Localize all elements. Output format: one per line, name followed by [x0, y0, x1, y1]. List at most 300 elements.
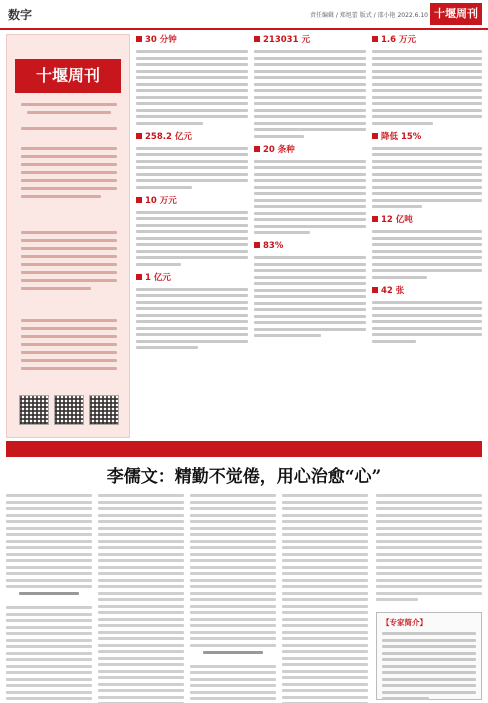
body-text-line [136, 122, 203, 125]
body-text-line [190, 665, 276, 668]
body-text-line [282, 657, 368, 660]
news-item-title[interactable]: 降低 15% [372, 131, 482, 144]
body-text-line [372, 96, 482, 99]
body-text-line [254, 109, 366, 112]
news-item-title[interactable]: 10 万元 [136, 195, 248, 208]
body-text-line [136, 70, 248, 73]
body-text-line [190, 533, 276, 536]
body-text-line [372, 186, 482, 189]
body-text-line [136, 288, 248, 291]
body-text-line [190, 678, 276, 681]
body-text-line [6, 658, 92, 661]
body-text-line [190, 631, 276, 634]
body-text-line [376, 533, 482, 536]
body-text-line [372, 263, 482, 266]
body-text-line [190, 691, 276, 694]
body-text-line [372, 340, 416, 343]
body-text-line [190, 598, 276, 601]
body-text-line [136, 186, 192, 189]
body-text-line [203, 651, 263, 654]
body-text-line [6, 559, 92, 562]
body-text-line [376, 572, 482, 575]
body-text-line [372, 205, 422, 208]
body-text-line [6, 494, 92, 497]
body-text-line [254, 321, 366, 324]
body-text-line [376, 527, 482, 530]
masthead-text-line [21, 171, 117, 174]
qr-code[interactable] [54, 395, 84, 425]
expert-profile-box [376, 612, 482, 700]
body-text-line [136, 115, 248, 118]
article-body-column [98, 494, 184, 700]
body-text-line [372, 269, 482, 272]
body-text-line [98, 689, 184, 692]
body-text-line [6, 697, 92, 700]
body-text-line [136, 230, 248, 233]
body-text-line [190, 637, 276, 640]
body-text-line [372, 256, 482, 259]
body-text-line [372, 115, 482, 118]
body-text-line [372, 199, 482, 202]
body-text-line [254, 328, 366, 331]
news-item-title[interactable]: 30 分钟 [136, 34, 248, 47]
body-text-line [136, 166, 248, 169]
body-text-line [190, 611, 276, 614]
body-text-line [372, 70, 482, 73]
body-text-line [382, 678, 476, 681]
masthead-text-line [21, 187, 117, 190]
body-text-line [254, 166, 366, 169]
body-text-line [372, 76, 482, 79]
body-text-line [282, 520, 368, 523]
body-text-line [6, 652, 92, 655]
body-text-line [282, 696, 368, 699]
article-body-column [376, 494, 482, 606]
body-text-line [98, 618, 184, 621]
body-text-line [136, 217, 248, 220]
body-text-line [136, 314, 248, 317]
body-text-line [6, 671, 92, 674]
news-item-title[interactable]: 213031 元 [254, 34, 366, 47]
body-text-line [6, 540, 92, 543]
news-item-title[interactable]: 83% [254, 240, 366, 253]
body-text-line [190, 559, 276, 562]
masthead-text-line [21, 247, 117, 250]
masthead-text-line [21, 127, 117, 130]
body-text-line [282, 514, 368, 517]
body-text-line [254, 218, 366, 221]
body-text-line [382, 632, 476, 635]
bullet-square-icon [372, 36, 378, 42]
body-text-line [282, 683, 368, 686]
bullet-square-icon [136, 133, 142, 139]
body-text-line [136, 237, 248, 240]
body-text-line [372, 147, 482, 150]
body-text-line [6, 566, 92, 569]
body-text-line [254, 50, 366, 53]
body-text-line [254, 295, 366, 298]
news-item [372, 214, 482, 279]
bullet-square-icon [136, 274, 142, 280]
masthead-text-line [21, 147, 117, 150]
body-text-line [372, 153, 482, 156]
body-text-line [136, 50, 248, 53]
body-text-line [190, 520, 276, 523]
body-text-line [6, 613, 92, 616]
body-text-line [254, 76, 366, 79]
body-text-line [254, 160, 366, 163]
editor-meta: 责任编辑 / 郑旭蕾 版式 / 邵小艳 2022.6.10 [309, 12, 428, 19]
body-text-line [254, 289, 366, 292]
body-text-line [372, 276, 427, 279]
body-text-line [382, 639, 476, 642]
body-text-line [98, 624, 184, 627]
body-text-line [376, 566, 482, 569]
body-text-line [376, 553, 482, 556]
body-text-line [372, 166, 482, 169]
body-text-line [282, 624, 368, 627]
body-text-line [98, 494, 184, 497]
body-text-line [6, 639, 92, 642]
body-text-line [376, 598, 418, 601]
body-text-line [254, 89, 366, 92]
masthead-text-line [21, 195, 101, 198]
body-text-line [190, 592, 276, 595]
body-text-line [6, 626, 92, 629]
body-text-line [6, 691, 92, 694]
body-text-line [382, 697, 429, 700]
body-text-line [376, 559, 482, 562]
masthead-text-line [21, 103, 117, 106]
body-text-line [136, 250, 248, 253]
body-text-line [372, 301, 482, 304]
body-text-line [254, 256, 366, 259]
body-text-line [6, 533, 92, 536]
bullet-square-icon [372, 216, 378, 222]
body-text-line [98, 566, 184, 569]
body-text-line [136, 224, 248, 227]
body-text-line [282, 540, 368, 543]
masthead-text-line [21, 155, 117, 158]
body-text-line [382, 658, 476, 661]
body-text-line [190, 585, 276, 588]
body-text-line [19, 592, 79, 595]
news-item [372, 131, 482, 209]
body-text-line [254, 192, 366, 195]
news-item-title[interactable]: 12 亿吨 [372, 214, 482, 227]
body-text-line [282, 631, 368, 634]
body-text-line [6, 678, 92, 681]
body-text-line [190, 553, 276, 556]
series-banner [6, 441, 482, 457]
body-text-line [136, 96, 248, 99]
body-text-line [136, 89, 248, 92]
body-text-line [190, 624, 276, 627]
masthead-text-line [21, 239, 117, 242]
body-text-line [190, 644, 276, 647]
body-text-line [98, 559, 184, 562]
body-text-line [98, 605, 184, 608]
body-text-line [372, 192, 482, 195]
news-item [136, 272, 248, 350]
body-text-line [282, 644, 368, 647]
body-text-line [254, 302, 366, 305]
body-text-line [98, 527, 184, 530]
news-item-title[interactable]: 258.2 亿元 [136, 131, 248, 144]
body-text-line [136, 63, 248, 66]
body-text-line [376, 546, 482, 549]
body-text-line [372, 179, 482, 182]
masthead-text-line [21, 351, 117, 354]
body-text-line [98, 507, 184, 510]
body-text-line [254, 205, 366, 208]
body-text-line [6, 527, 92, 530]
news-item-title[interactable]: 42 张 [372, 285, 482, 298]
body-text-line [136, 160, 248, 163]
publication-logo: 十堰周刊 [15, 59, 121, 93]
body-text-line [254, 128, 366, 131]
body-text-line [282, 663, 368, 666]
qr-code[interactable] [19, 395, 49, 425]
masthead-text-line [21, 343, 117, 346]
masthead-text-line [21, 367, 117, 370]
body-text-line [98, 592, 184, 595]
news-column [254, 34, 366, 438]
profile-title: 【专家简介】 [382, 618, 427, 627]
masthead-text-line [21, 163, 117, 166]
body-text-line [254, 102, 366, 105]
body-text-line [6, 501, 92, 504]
masthead-text-line [21, 319, 117, 322]
body-text-line [282, 553, 368, 556]
body-text-line [376, 540, 482, 543]
body-text-line [98, 514, 184, 517]
body-text-line [282, 598, 368, 601]
body-text-line [382, 691, 476, 694]
body-text-line [98, 676, 184, 679]
body-text-line [372, 57, 482, 60]
body-text-line [136, 173, 248, 176]
body-text-line [136, 301, 248, 304]
body-text-line [6, 553, 92, 556]
article-subheading [6, 592, 92, 603]
body-text-line [98, 644, 184, 647]
news-item [254, 144, 366, 235]
body-text-line [6, 572, 92, 575]
body-text-line [136, 263, 181, 266]
body-text-line [282, 637, 368, 640]
body-text-line [376, 514, 482, 517]
body-text-line [136, 256, 248, 259]
bullet-square-icon [254, 36, 260, 42]
body-text-line [98, 663, 184, 666]
body-text-line [282, 592, 368, 595]
news-item [136, 195, 248, 266]
masthead-logo: 十堰周刊 [430, 3, 482, 25]
bullet-square-icon [254, 242, 260, 248]
body-text-line [6, 546, 92, 549]
body-text-line [372, 230, 482, 233]
body-text-line [136, 340, 248, 343]
body-text-line [282, 689, 368, 692]
body-text-line [282, 507, 368, 510]
body-text-line [136, 307, 248, 310]
body-text-line [136, 57, 248, 60]
body-text-line [254, 115, 366, 118]
body-text-line [372, 160, 482, 163]
body-text-line [136, 243, 248, 246]
masthead-text-line [27, 111, 111, 114]
body-text-line [382, 671, 476, 674]
body-text-line [98, 670, 184, 673]
body-text-line [376, 592, 482, 595]
body-text-line [98, 611, 184, 614]
body-text-line [372, 173, 482, 176]
body-text-line [376, 494, 482, 497]
body-text-line [98, 540, 184, 543]
body-text-line [254, 263, 366, 266]
body-text-line [254, 231, 310, 234]
body-text-line [254, 334, 321, 337]
masthead-text-line [21, 359, 117, 362]
body-text-line [6, 585, 92, 588]
body-text-line [372, 307, 482, 310]
body-text-line [190, 605, 276, 608]
body-text-line [372, 243, 482, 246]
body-text-line [372, 237, 482, 240]
masthead-text-line [21, 255, 117, 258]
bullet-square-icon [372, 287, 378, 293]
body-text-line [190, 572, 276, 575]
body-text-line [382, 665, 476, 668]
bullet-square-icon [372, 133, 378, 139]
body-text-line [282, 566, 368, 569]
body-text-line [382, 684, 476, 687]
body-text-line [98, 657, 184, 660]
body-text-line [190, 546, 276, 549]
body-text-line [98, 637, 184, 640]
body-text-line [190, 697, 276, 700]
body-text-line [98, 631, 184, 634]
news-item [136, 34, 248, 125]
body-text-line [6, 645, 92, 648]
article-subheading [190, 651, 276, 662]
body-text-line [282, 585, 368, 588]
body-text-line [282, 676, 368, 679]
body-text-line [254, 83, 366, 86]
body-text-line [190, 684, 276, 687]
news-item-title[interactable]: 1.6 万元 [372, 34, 482, 47]
body-text-line [282, 494, 368, 497]
body-text-line [98, 553, 184, 556]
body-text-line [376, 579, 482, 582]
body-text-line [254, 199, 366, 202]
body-text-line [6, 514, 92, 517]
body-text-line [282, 611, 368, 614]
body-text-line [190, 540, 276, 543]
body-text-line [254, 212, 366, 215]
masthead-text-line [21, 271, 117, 274]
body-text-line [376, 520, 482, 523]
body-text-line [282, 546, 368, 549]
masthead-text-line [21, 263, 117, 266]
body-text-line [254, 135, 304, 138]
news-item-title[interactable]: 20 条种 [254, 144, 366, 157]
body-text-line [6, 684, 92, 687]
body-text-line [254, 63, 366, 66]
body-text-line [282, 650, 368, 653]
body-text-line [136, 320, 248, 323]
body-text-line [136, 211, 248, 214]
body-text-line [372, 327, 482, 330]
bullet-square-icon [254, 146, 260, 152]
body-text-line [372, 320, 482, 323]
body-text-line [372, 250, 482, 253]
news-column [372, 34, 482, 438]
body-text-line [254, 276, 366, 279]
article-body-column [282, 494, 368, 700]
body-text-line [372, 50, 482, 53]
body-text-line [254, 315, 366, 318]
news-item [254, 240, 366, 337]
body-text-line [98, 696, 184, 699]
body-text-line [136, 109, 248, 112]
bullet-square-icon [136, 36, 142, 42]
body-text-line [254, 308, 366, 311]
body-text-line [254, 122, 366, 125]
body-text-line [98, 579, 184, 582]
body-text-line [376, 507, 482, 510]
body-text-line [190, 671, 276, 674]
masthead-text-line [21, 231, 117, 234]
body-text-line [372, 333, 482, 336]
body-text-line [6, 619, 92, 622]
body-text-line [282, 572, 368, 575]
body-text-line [190, 507, 276, 510]
body-text-line [254, 225, 366, 228]
body-text-line [372, 63, 482, 66]
body-text-line [376, 501, 482, 504]
body-text-line [372, 89, 482, 92]
body-text-line [282, 533, 368, 536]
body-text-line [98, 585, 184, 588]
body-text-line [136, 102, 248, 105]
body-text-line [136, 333, 248, 336]
body-text-line [190, 494, 276, 497]
body-text-line [254, 282, 366, 285]
body-text-line [376, 585, 482, 588]
body-text-line [382, 645, 476, 648]
body-text-line [136, 327, 248, 330]
masthead-text-line [21, 327, 117, 330]
body-text-line [6, 507, 92, 510]
body-text-line [136, 147, 248, 150]
body-text-line [6, 520, 92, 523]
body-text-line [190, 501, 276, 504]
body-text-line [282, 559, 368, 562]
body-text-line [190, 527, 276, 530]
news-item-title[interactable]: 1 亿元 [136, 272, 248, 285]
news-item [254, 34, 366, 138]
body-text-line [98, 520, 184, 523]
body-text-line [382, 652, 476, 655]
news-item [136, 131, 248, 189]
body-text-line [282, 501, 368, 504]
body-text-line [98, 683, 184, 686]
qr-code-row [17, 395, 121, 429]
body-text-line [136, 83, 248, 86]
qr-code[interactable] [89, 395, 119, 425]
